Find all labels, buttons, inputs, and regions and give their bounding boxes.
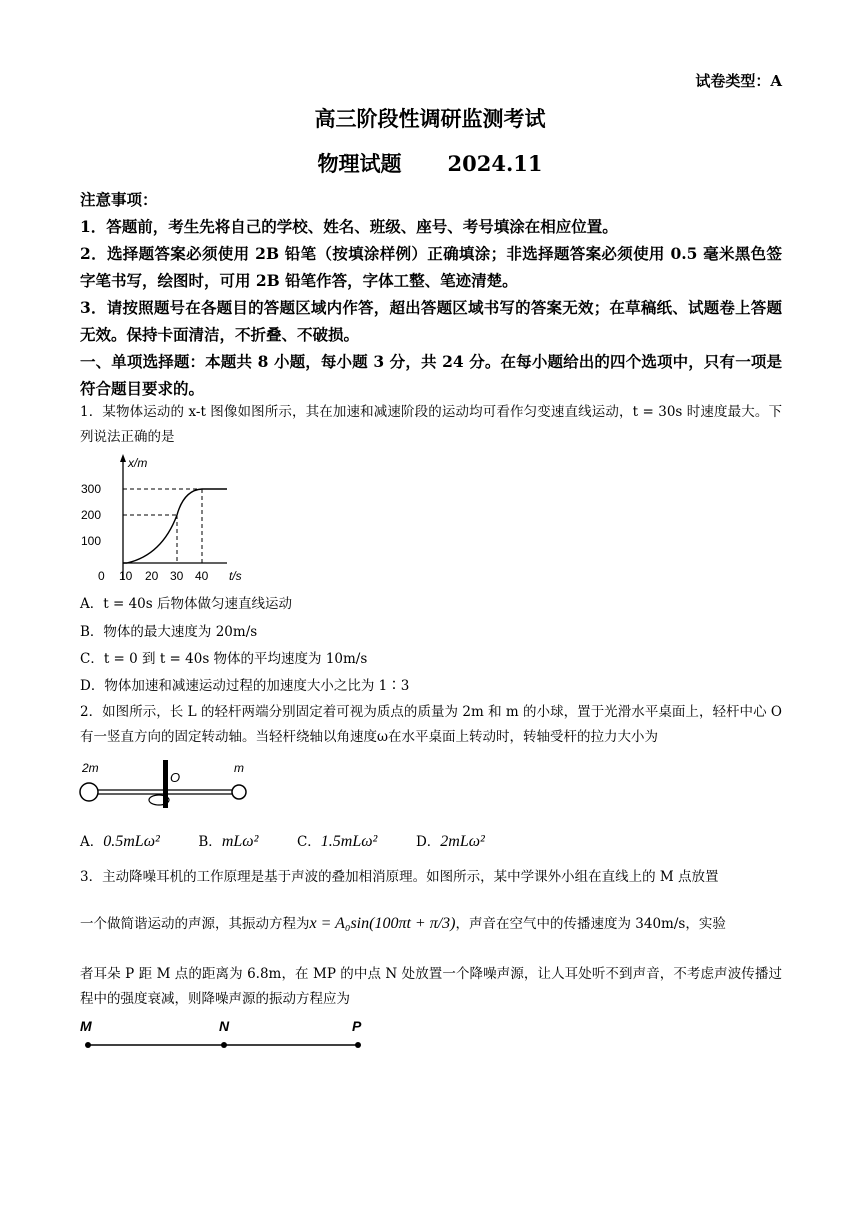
subject-title: [0, 148, 860, 178]
x-tick-label: 20: [145, 569, 159, 583]
label-n: N: [219, 1018, 230, 1034]
point-n: [221, 1042, 227, 1048]
y-tick-label: 100: [81, 534, 102, 548]
label-m: M: [80, 1018, 92, 1034]
notes-item: 1．答题前，考生先将自己的学校、姓名、班级、座号、考号填涂在相应位置。: [80, 217, 618, 236]
y-axis-arrow: [120, 454, 126, 462]
notes-section: [80, 186, 782, 402]
notes-item: 2．选择题答案必须使用 2B 铅笔（按填涂样例）正确填涂；非选择题答案必须使用 0.5 毫米黑色签字笔书写，绘图时，可用 2B 铅笔作答，字体工整、笔迹清楚。: [80, 244, 782, 290]
y-axis-label: x/m: [128, 456, 148, 470]
exam-date: 2024.11: [447, 151, 543, 176]
q1-option-a: A．t = 40s 后物体做匀速直线运动: [80, 596, 292, 612]
q2-option-b: B．mLω²: [198, 833, 259, 850]
q2-option-c: C．1.5mLω²: [296, 833, 378, 850]
q1-option-c: C．t = 0 到 t = 40s 物体的平均速度为 10m/s: [80, 651, 368, 667]
q3-line-figure: [76, 1016, 376, 1056]
notes-item: 3．请按照题号在各题目的答题区域内作答，超出答题区域书写的答案无效；在草稿纸、试题卷上答题无效。保持卡面清洁，不折叠、不破损。: [80, 298, 782, 344]
exam-type-label: 试卷类型：A: [695, 72, 782, 90]
q2-rod-figure: [72, 758, 262, 810]
y-tick-label: 300: [81, 482, 102, 496]
label-p: P: [352, 1018, 362, 1034]
x-tick-label: 0: [98, 569, 105, 583]
section-heading: 一、单项选择题：本题共 8 小题，每小题 3 分，共 24 分。在每小题给出的四个选项中，只有一项是符合题目要求的。: [80, 352, 782, 398]
q2-option-a: A．0.5mLω²: [80, 833, 160, 850]
x-tick-label: 30: [170, 569, 184, 583]
point-p: [355, 1042, 361, 1048]
x-tick-label: 40: [195, 569, 209, 583]
label-2m: 2m: [82, 761, 99, 775]
q1-option-d: D．物体加速和减速运动过程的加速度大小之比为 1∶3: [80, 678, 410, 694]
q3-vibration-formula: x = A₀sin(100πt + π/3): [309, 915, 456, 932]
point-m: [85, 1042, 91, 1048]
question-3-line-1: 3．主动降噪耳机的工作原理是基于声波的叠加相消原理。如图所示，某中学课外小组在直线上的 M 点放置: [80, 869, 719, 885]
question-3-line-2: 一个做简谐运动的声源，其振动方程为x = A₀sin(100πt + π/3)，声音在空气中的传播速度为 340m/s，实验: [80, 915, 726, 932]
question-1-stem: 1．某物体运动的 x-t 图像如图所示，其在加速和减速阶段的运动均可看作匀变速直线运动，t = 30s 时速度最大。下列说法正确的是: [80, 404, 782, 445]
q2-options: [80, 830, 485, 851]
y-tick-label: 200: [81, 508, 102, 522]
question-3-line-3: 者耳朵 P 距 M 点的距离为 6.8m，在 MP 的中点 N 处放置一个降噪声源，让人耳处听不到声音，不考虑声波传播过程中的强度衰减，则降噪声源的振动方程应为: [80, 966, 782, 1007]
ball-2m: [80, 783, 98, 801]
label-o: O: [170, 770, 181, 785]
q1-xt-graph: [72, 450, 262, 590]
x-tick-label: 10: [119, 569, 133, 583]
rotation-axle: [163, 760, 168, 808]
x-axis-label: t/s: [229, 569, 242, 583]
q1-option-b: B．物体的最大速度为 20m/s: [80, 624, 258, 640]
exam-title: 高三阶段性调研监测考试: [314, 106, 546, 131]
notes-heading: 注意事项：: [80, 190, 158, 209]
q2-option-d: D．2mLω²: [415, 833, 485, 850]
label-m: m: [234, 761, 244, 775]
question-2-stem: 2．如图所示，长 L 的轻杆两端分别固定着可视为质点的质量为 2m 和 m 的小球，置于光滑水平桌面上，轻杆中心 O 有一竖直方向的固定转动轴。当轻杆绕轴以角速度ω在水平桌面上转动时，转轴受杆的拉力大小为: [80, 704, 782, 745]
subject-name: 物理试题: [317, 151, 402, 176]
ball-m: [232, 785, 246, 799]
xt-curve: [123, 489, 227, 563]
